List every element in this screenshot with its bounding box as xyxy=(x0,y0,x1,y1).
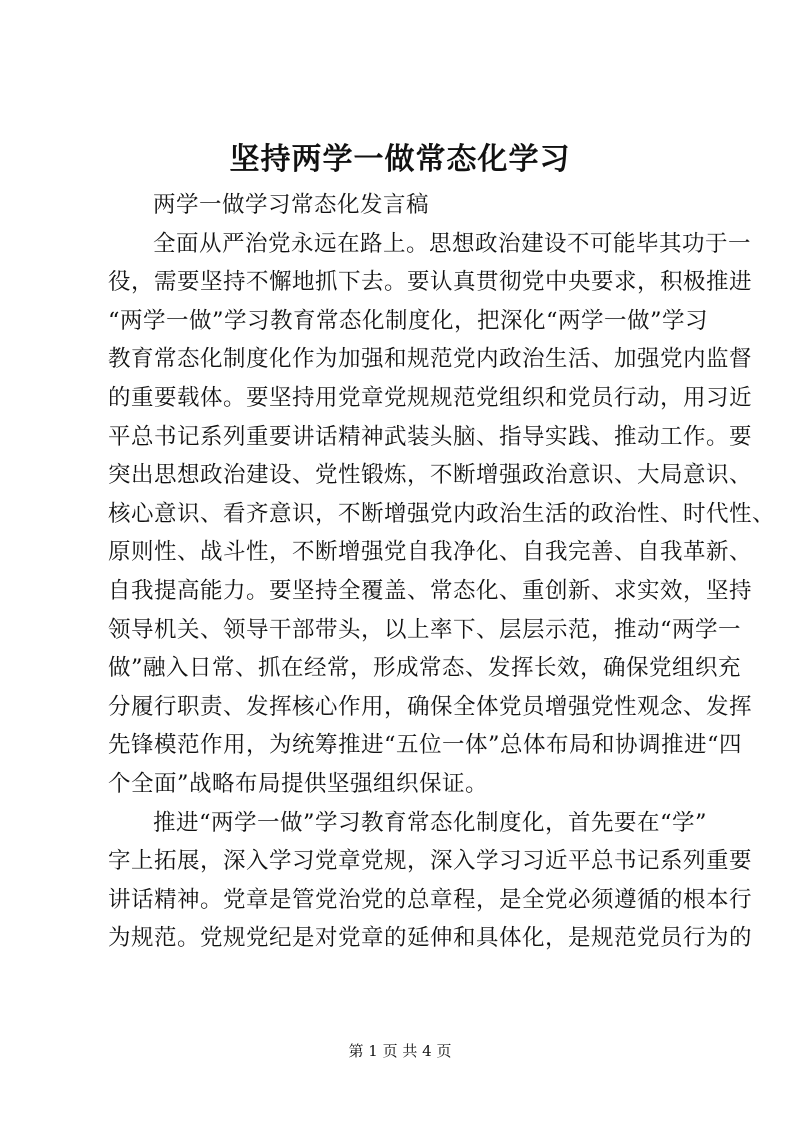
text-line: 平总书记系列重要讲话精神武装头脑、指导实践、推动工作。要 xyxy=(108,423,753,450)
text-line: 推进“两学一做”学习教育常态化制度化，首先要在“学” xyxy=(153,809,708,836)
text-line: 自我提高能力。要坚持全覆盖、常态化、重创新、求实效，坚持 xyxy=(108,577,753,604)
text-line: 为规范。党规党纪是对党章的延伸和具体化，是规范党员行为的 xyxy=(108,925,753,952)
document-body xyxy=(108,186,776,958)
text-line: 核心意识、看齐意识，不断增强党内政治生活的政治性、时代性、 xyxy=(108,500,776,527)
text-line: 教育常态化制度化作为加强和规范党内政治生活、加强党内监督 xyxy=(108,346,753,373)
page-footer: 第 1 页 共 4 页 xyxy=(348,1042,452,1060)
text-line: 字上拓展，深入学习党章党规，深入学习习近平总书记系列重要 xyxy=(108,848,753,875)
text-line: 的重要载体。要坚持用党章党规规范党组织和党员行动，用习近 xyxy=(108,384,753,411)
text-line: 全面从严治党永远在路上。思想政治建设不可能毕其功于一 xyxy=(153,230,752,257)
text-line: 突出思想政治建设、党性锻炼，不断增强政治意识、大局意识、 xyxy=(108,462,753,489)
text-line: 领导机关、领导干部带头，以上率下、层层示范，推动“两学一 xyxy=(108,616,742,643)
text-line: 两学一做学习常态化发言稿 xyxy=(153,192,430,218)
text-line: “两学一做”学习教育常态化制度化，把深化“两学一做”学习 xyxy=(108,307,709,334)
text-line: 原则性、战斗性，不断增强党自我净化、自我完善、自我革新、 xyxy=(108,539,753,566)
text-line: 讲话精神。党章是管党治党的总章程，是全党必须遵循的根本行 xyxy=(108,886,753,913)
text-line: 做”融入日常、抓在经常，形成常态、发挥长效，确保党组织充 xyxy=(108,655,742,682)
text-line: 役，需要坚持不懈地抓下去。要认真贯彻党中央要求，积极推进 xyxy=(108,269,753,296)
text-line: 个全面”战略布局提供坚强组织保证。 xyxy=(108,770,489,797)
document-title: 坚持两学一做常态化学习 xyxy=(229,142,571,177)
text-line: 分履行职责、发挥核心作用，确保全体党员增强党性观念、发挥 xyxy=(108,693,753,720)
text-line: 先锋模范作用，为统筹推进“五位一体”总体布局和协调推进“四 xyxy=(108,732,743,759)
